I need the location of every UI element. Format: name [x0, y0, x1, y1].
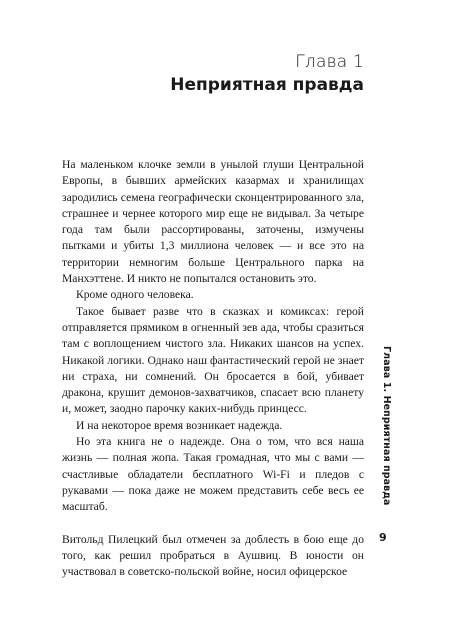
paragraph: Такое бывает разве что в сказках и комиксах: герой отправляется прямиком в огненный зев ада, чтобы сразиться там с воплощением чистого зла. Никаких шансов на успех. Никакой логики. Однако наш фантастический герой не знает ни страха, ни сомнений. Он бросается в бой, убивает дракона, крушит демонов-захватчиков, спасает всю планету и, может, заодно парочку каких-нибудь принцесс.: [62, 304, 364, 416]
chapter-heading: [170, 52, 364, 96]
paragraph: Кроме одного человека.: [76, 288, 194, 302]
paragraph: Витольд Пилецкий был отмечен за доблесть в бою еще до того, как решил пробраться в Аушвиц. В юности он участвовал в советско-польской войне, носил офицерское: [62, 532, 364, 579]
paragraph: На маленьком клочке земли в унылой глуши Центральной Европы, в бывших армейских казармах и хранилищах зародились семена географически сконцентрированного зла, страшнее и чернее которого мир еще не видывал. За четыре года там были рассортированы, заточены, измучены пытками и убиты 1,3 миллиона человек — и все это на территории немногим больше Центрального парка на Манхэттене. И никто не попытался остановить это.: [62, 158, 364, 286]
chapter-number: Глава 1: [295, 52, 364, 72]
paragraph: Но эта книга не о надежде. Она о том, что вся наша жизнь — полная жопа. Такая громадная, что мы с вами — счастливые обладатели бесплатного Wi-Fi и пледов с рукавами — пока даже не можем представить себе весь ее масштаб.: [62, 435, 364, 514]
chapter-title: Неприятная правда: [170, 75, 364, 95]
paragraph: И на некоторое время возникает надежда.: [76, 418, 283, 432]
page-number: 9: [379, 531, 387, 544]
body-text: [62, 157, 364, 580]
running-head: Глава 1. Неприятная правда: [381, 346, 392, 506]
